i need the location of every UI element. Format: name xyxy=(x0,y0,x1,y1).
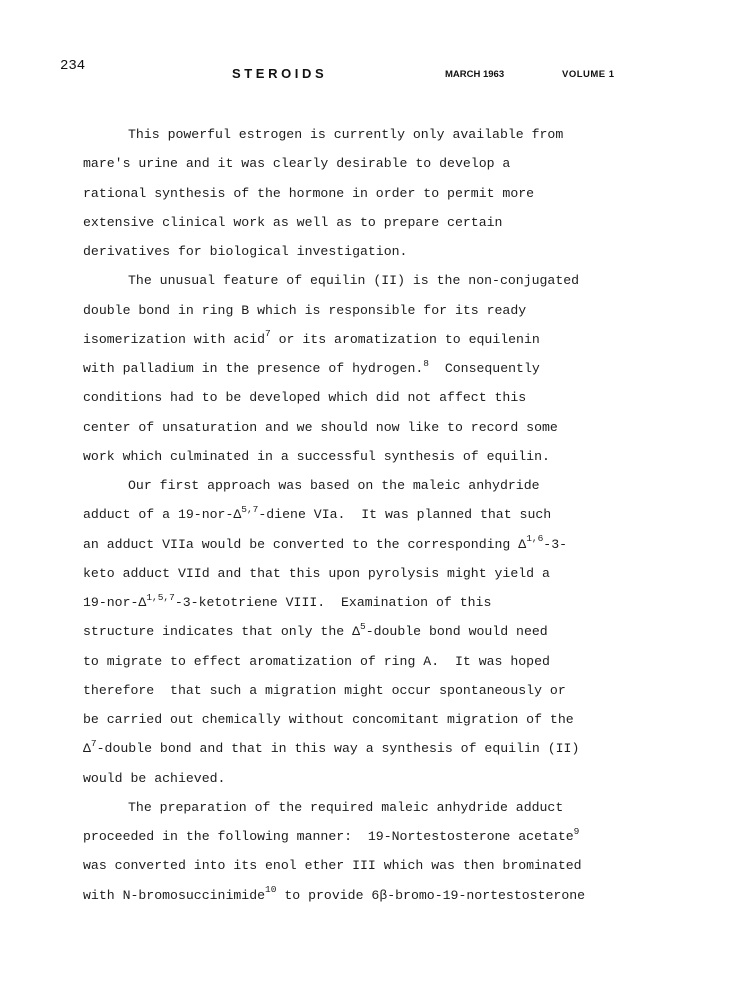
superscript: 5,7 xyxy=(241,503,259,515)
text-run: to migrate to effect aromatization of ring A. It was hoped xyxy=(83,653,550,669)
text-line xyxy=(83,214,502,232)
text-line xyxy=(83,357,540,378)
text-run: The unusual feature of equilin (II) is the non-conjugated xyxy=(128,273,580,289)
text-run: rational synthesis of the hormone in order to permit more xyxy=(83,185,535,201)
text-line xyxy=(83,389,526,407)
text-run: isomerization with acid xyxy=(83,331,266,347)
text-line xyxy=(128,272,579,290)
text-run: This powerful estrogen is currently only available from xyxy=(128,127,564,142)
text-line xyxy=(83,770,225,788)
text-run: Consequently xyxy=(429,361,540,376)
text-run: to provide 6β-bromo-19-nortestosterone xyxy=(276,887,586,903)
volume-label: VOLUME 1 xyxy=(562,69,615,80)
text-run: derivatives for biological investigation. xyxy=(83,244,408,259)
superscript: 1,6 xyxy=(526,533,544,545)
text-run: Our first approach was based on the maleic anhydride xyxy=(128,478,540,493)
text-run: conditions had to be developed which did not affect this xyxy=(83,390,527,406)
text-line xyxy=(83,737,580,758)
text-run: was converted into its enol ether III which was then brominated xyxy=(83,858,582,874)
text-run: The preparation of the required maleic anhydride adduct xyxy=(128,799,564,815)
text-run: -double bond would need xyxy=(365,624,548,640)
superscript: 9 xyxy=(573,825,580,837)
text-line xyxy=(128,477,540,495)
text-run: structure indicates that only the Δ xyxy=(83,624,360,640)
issue-date: MARCH 1963 xyxy=(445,69,505,80)
superscript: 5 xyxy=(359,620,366,632)
text-run: -diene VIa. It was planned that such xyxy=(258,507,552,523)
text-line xyxy=(83,565,550,583)
text-run: Δ xyxy=(83,741,91,757)
text-line xyxy=(83,682,566,700)
text-run: 19-nor-Δ xyxy=(83,595,147,610)
text-line xyxy=(128,799,563,817)
text-line xyxy=(83,533,568,554)
superscript: 10 xyxy=(265,884,277,896)
text-run: would be achieved. xyxy=(83,770,226,786)
text-line xyxy=(83,857,582,875)
text-line xyxy=(83,155,510,173)
text-line xyxy=(83,591,492,612)
journal-title: STEROIDS xyxy=(232,66,328,81)
superscript: 7 xyxy=(265,328,271,340)
text-run: -3-ketotriene VIII. Examination of this xyxy=(174,595,492,610)
text-line xyxy=(83,185,534,203)
text-line xyxy=(128,126,563,144)
text-run: proceeded in the following manner: 19-Nortestosterone acetate xyxy=(83,829,574,844)
text-run: an adduct VIIa would be converted to the corresponding Δ xyxy=(83,536,527,552)
text-line xyxy=(83,328,540,349)
text-run: double bond in ring B which is responsible for its ready xyxy=(83,302,527,318)
text-run: -double bond and that in this way a synthesis of equilin (II) xyxy=(96,741,580,757)
text-line xyxy=(83,419,558,437)
text-run: center of unsaturation and we should now like to record some xyxy=(83,419,558,435)
text-run: be carried out chemically without concomitant migration of the xyxy=(83,712,574,727)
text-line xyxy=(83,825,580,846)
text-run: adduct of a 19-nor-Δ xyxy=(83,507,242,523)
text-run: mare's urine and it was clearly desirable to develop a xyxy=(83,156,511,172)
superscript: 1,5,7 xyxy=(146,591,175,603)
text-line xyxy=(83,884,586,905)
text-run: work which culminated in a successful synthesis of equilin. xyxy=(83,448,550,464)
text-run: or its aromatization to equilenin xyxy=(270,331,540,347)
text-run: -3- xyxy=(543,536,568,552)
page-number: 234 xyxy=(60,58,86,74)
text-line xyxy=(83,711,574,729)
text-run: extensive clinical work as well as to prepare certain xyxy=(83,214,503,230)
text-line xyxy=(83,653,550,671)
text-line xyxy=(83,302,526,320)
text-line xyxy=(83,448,550,466)
text-run: with N-bromosuccinimide xyxy=(83,887,266,903)
text-line xyxy=(83,620,548,641)
text-line xyxy=(83,503,552,524)
text-run: keto adduct VIId and that this upon pyrolysis might yield a xyxy=(83,565,550,581)
superscript: 8 xyxy=(423,357,429,369)
text-line xyxy=(83,243,407,261)
text-run: with palladium in the presence of hydrogen. xyxy=(83,361,424,376)
superscript: 7 xyxy=(90,737,97,749)
text-run: therefore that such a migration might occur spontaneously or xyxy=(83,682,566,698)
